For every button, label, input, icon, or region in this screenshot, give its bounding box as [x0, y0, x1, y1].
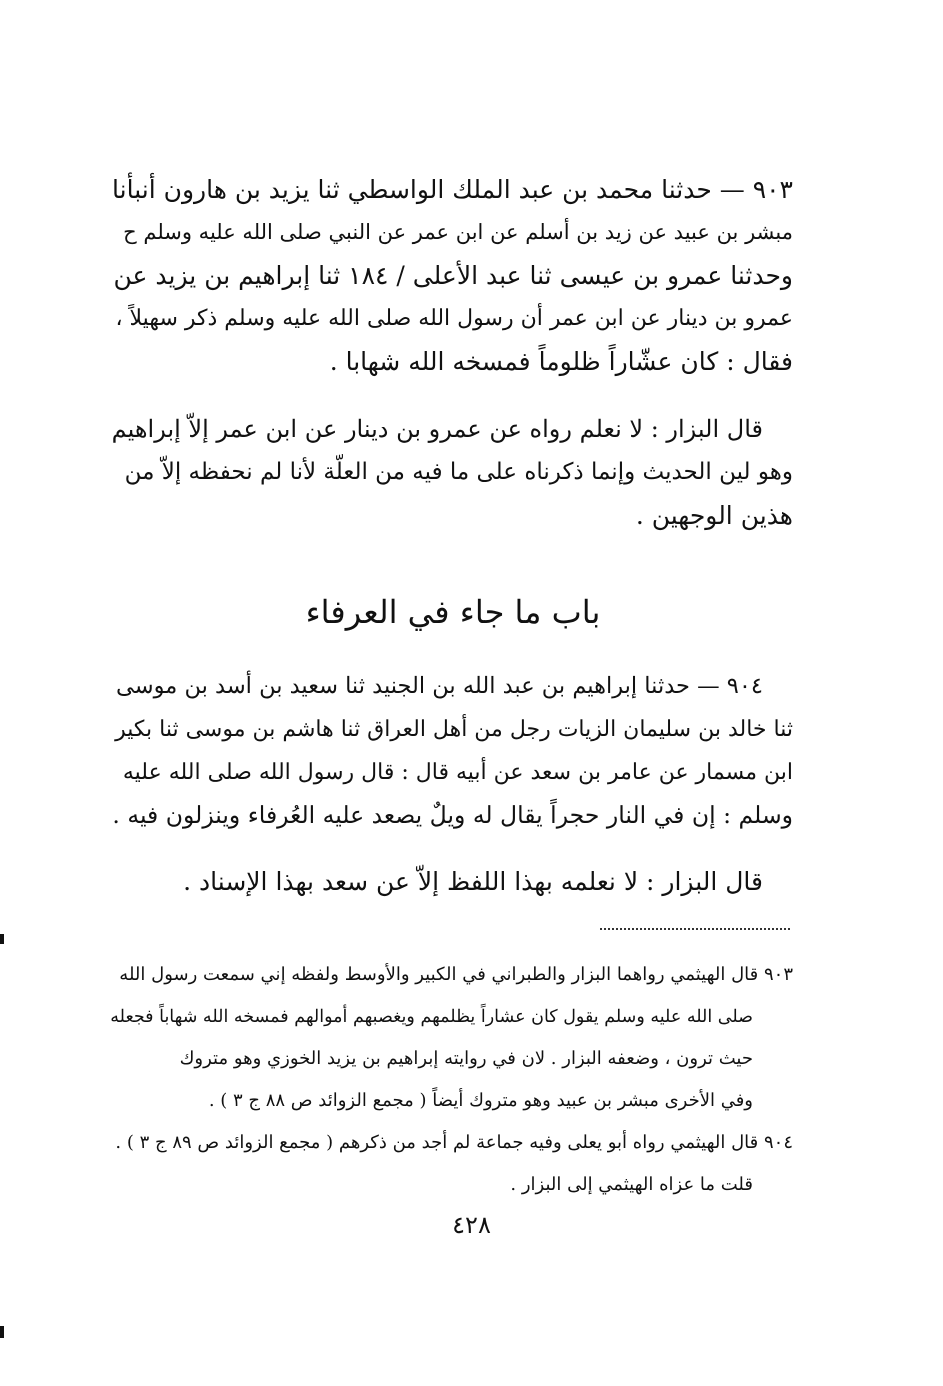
hadith-904: [113, 665, 793, 837]
bazzar-comment-903-line-2: وهو لين الحديث وإنما ذكرناه على ما فيه من العلّة لأنا لم نحفظه إلاّ من: [124, 459, 793, 485]
footnote-904-line-2: قلت ما عزاه الهيثمي إلى البزار .: [510, 1174, 753, 1195]
hadith-903: [113, 168, 793, 383]
bazzar-comment-903-line-3: هذين الوجهين .: [635, 501, 793, 530]
hadith-903-line-2: مبشر بن عبيد عن زيد بن أسلم عن ابن عمر عن النبي صلى الله عليه وسلم ح: [123, 220, 793, 244]
hadith-903-line-5: فقال : كان عشّاراً ظلوماً فمسخه الله شهابا .: [329, 347, 793, 376]
footnote-separator: [600, 928, 790, 930]
bazzar-comment-903: [113, 408, 793, 537]
footnote-903-line-3: حيث ترون ، وضعفه البزار . لان في روايته إبراهيم بن يزيد الخوزي وهو متروك: [179, 1048, 753, 1069]
bazzar-comment-903-line-1: قال البزار : لا نعلم رواه عن عمرو بن دينار عن ابن عمر إلاّ إبراهيم: [111, 415, 763, 443]
scan-mark: [0, 1326, 4, 1338]
footnote-904-line-1: ٩٠٤ قال الهيثمي رواه أبو يعلى وفيه جماعة لم أجد من ذكرهم ( مجمع الزوائد ص ٨٩ ج ٣ ) .: [115, 1132, 793, 1153]
hadith-903-line-3: وحدثنا عمرو بن عيسى ثنا عبد الأعلى / ١٨٤ ثنا إبراهيم بن يزيد عن: [113, 261, 793, 290]
footnotes: [103, 954, 793, 1206]
hadith-904-line-1: ٩٠٤ — حدثنا إبراهيم بن عبد الله بن الجنيد ثنا سعيد بن أسد بن موسى: [116, 673, 763, 699]
hadith-904-line-3: ابن مسمار عن عامر بن سعد عن أبيه قال : قال رسول الله صلى الله عليه: [122, 760, 793, 785]
hadith-903-line-1: ٩٠٣ — حدثنا محمد بن عبد الملك الواسطي ثنا يزيد بن هارون أنبأنا: [112, 175, 793, 204]
bazzar-comment-904: [113, 860, 793, 903]
footnote-903-line-1: ٩٠٣ قال الهيثمي رواهما البزار والطبراني في الكبير والأوسط ولفظه إني سمعت رسول الله: [119, 964, 793, 985]
scan-mark: [0, 934, 4, 944]
bazzar-comment-904-line-1: قال البزار : لا نعلمه بهذا اللفظ إلاّ عن سعد بهذا الإسناد .: [183, 867, 763, 896]
hadith-904-line-4: وسلم : إن في النار حجراً يقال له ويلٌ يصعد عليه العُرفاء وينزلون فيه .: [112, 801, 793, 829]
footnote-903-line-4: وفي الأخرى مبشر بن عبيد وهو متروك أيضاً ( مجمع الزوائد ص ٨٨ ج ٣ ) .: [208, 1090, 753, 1111]
hadith-904-line-2: ثنا خالد بن سليمان الزيات رجل من أهل العراق ثنا هاشم بن موسى ثنا بكير: [115, 717, 793, 742]
footnote-903-line-2: صلى الله عليه وسلم يقول كان عشاراً يظلمهم ويغصبهم أموالهم فمسخه الله شهاباً فجعله: [110, 1007, 753, 1027]
chapter-heading: باب ما جاء في العرفاء: [305, 593, 601, 631]
page-number: ٤٢٨: [452, 1211, 491, 1239]
hadith-903-line-4: عمرو بن دينار عن ابن عمر أن رسول الله صلى الله عليه وسلم ذكر سهيلاً ،: [115, 306, 793, 331]
